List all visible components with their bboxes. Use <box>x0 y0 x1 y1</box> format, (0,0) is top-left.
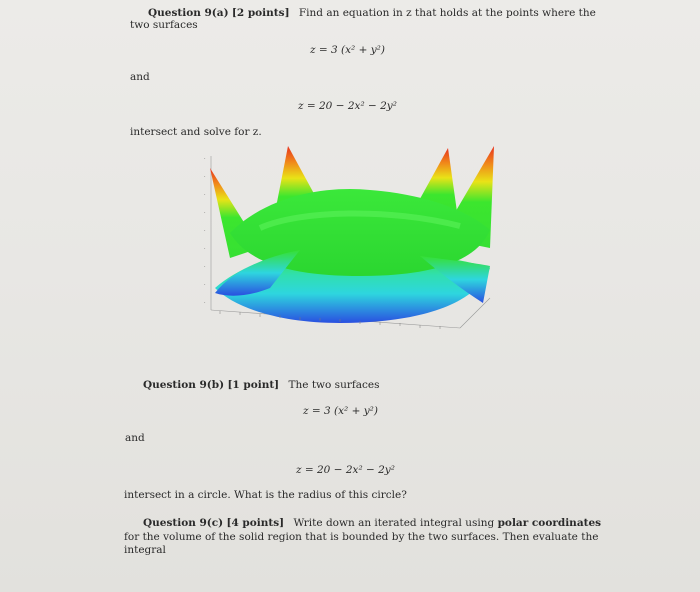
q9a-label: Question 9(a) <box>148 7 229 19</box>
q9c-header <box>143 517 601 530</box>
q9b-label: Question 9(b) <box>143 379 225 391</box>
q9a-equation-1: z = 3 (x² + y²) <box>310 44 385 56</box>
q9a-tail: intersect and solve for z. <box>130 126 262 138</box>
q9c-text-line3: integral <box>124 544 166 556</box>
svg-text:·: · <box>204 228 206 234</box>
q9c-label: Question 9(c) <box>143 517 224 529</box>
q9c-text-line1-pre: Write down an iterated integral using <box>293 517 495 529</box>
svg-text:·: · <box>204 210 206 216</box>
plot-y-ticks <box>204 156 206 306</box>
q9b-and: and <box>125 432 145 444</box>
svg-text:·: · <box>204 192 206 198</box>
q9b-header <box>143 379 379 392</box>
q9b-equation-1: z = 3 (x² + y²) <box>303 405 378 417</box>
q9a-text-line1: Find an equation in z that holds at the points where the <box>298 7 596 19</box>
q9a-and: and <box>130 71 150 83</box>
svg-text:·: · <box>204 300 206 306</box>
svg-text:·: · <box>204 282 206 288</box>
q9b-text: The two surfaces <box>288 379 380 391</box>
svg-text:·: · <box>204 246 206 252</box>
surface-plot-figure <box>190 138 510 358</box>
q9b-points: [1 point] <box>227 379 280 391</box>
q9c-text-line1-bold: polar coordinates <box>497 517 602 529</box>
q9b-equation-2: z = 20 − 2x² − 2y² <box>296 464 395 476</box>
q9a-text-line2: two surfaces <box>130 19 198 31</box>
q9a-header <box>148 7 596 20</box>
q9a-points: [2 points] <box>231 7 290 19</box>
q9c-points: [4 points] <box>226 517 285 529</box>
q9a-equation-2: z = 20 − 2x² − 2y² <box>298 100 397 112</box>
q9c-text-line2: for the volume of the solid region that is bounded by the two surfaces. Then evaluate the <box>124 531 599 543</box>
svg-text:·: · <box>204 156 206 162</box>
svg-text:·: · <box>204 174 206 180</box>
q9b-tail: intersect in a circle. What is the radius of this circle? <box>124 489 407 501</box>
svg-text:·: · <box>204 264 206 270</box>
